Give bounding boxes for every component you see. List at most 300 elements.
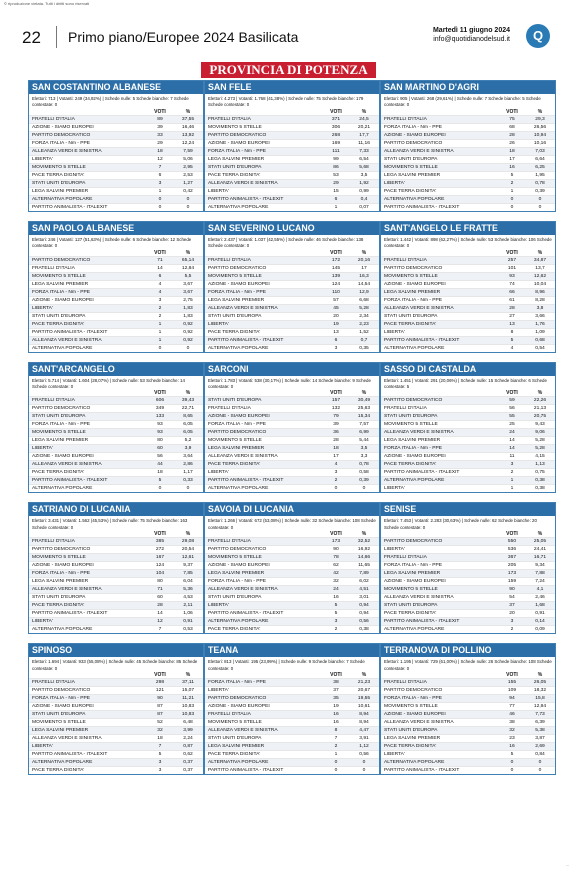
party-percent: 0,38 (349, 626, 379, 634)
party-votes: 3 (323, 618, 349, 626)
table-row (381, 139, 555, 147)
party-percent: 7,24 (525, 578, 555, 586)
table-row (381, 570, 555, 578)
party-name: STATI UNITI D'EUROPA (29, 594, 147, 602)
party-votes: 14 (499, 437, 525, 445)
table-row (29, 264, 203, 272)
party-name: LEGA SALVINI PREMIER (205, 155, 323, 163)
party-votes: 3 (147, 767, 173, 775)
party-votes: 18 (147, 469, 173, 477)
party-percent: 0,94 (349, 602, 379, 610)
table-row (205, 304, 379, 312)
table-row (205, 719, 379, 727)
percent-column-header: % (537, 108, 543, 115)
party-name: PACE TERRA DIGNITA' (205, 328, 323, 336)
party-name: MOVIMENTO 5 STELLE (205, 272, 323, 280)
table-row (205, 445, 379, 453)
party-name: ALLEANZA VERDI E SINISTRA (205, 586, 323, 594)
party-votes: 55 (499, 413, 525, 421)
party-percent: 8,94 (349, 711, 379, 719)
party-votes: 16 (323, 594, 349, 602)
party-votes: 5 (323, 610, 349, 618)
results-table (205, 250, 379, 352)
party-votes: 3 (323, 469, 349, 477)
party-percent: 39,43 (173, 397, 203, 405)
party-votes: 38 (499, 719, 525, 727)
party-name: PARTITO DEMOCRATICO (381, 538, 499, 546)
results-grid (28, 80, 556, 775)
town-turnout-info: Elettori: 1.195 | Votanti: 729 (61,00%) | Schede nulle: 26 Schede bianche: 108 Schede contestate: 0 (384, 659, 552, 671)
table-row (205, 546, 379, 554)
party-votes: 25 (499, 421, 525, 429)
party-votes: 5 (499, 336, 525, 344)
party-votes: 39 (147, 123, 173, 131)
province-banner: PROVINCIA DI POTENZA (201, 62, 376, 78)
party-name: ALTERNATIVA POPOLARE (29, 195, 147, 203)
party-name: STATI UNITI D'EUROPA (29, 711, 147, 719)
party-votes: 5 (499, 171, 525, 179)
table-row (29, 163, 203, 171)
party-name: ALTERNATIVA POPOLARE (381, 195, 499, 203)
table-row (29, 767, 203, 775)
table-row (29, 179, 203, 187)
party-percent: 12,61 (173, 554, 203, 562)
party-name: AZIONE - SIAMO EUROPEI (205, 703, 323, 711)
town-turnout-info: Elettori: 713 | Votanti: 249 (34,92%) | Schede nulle: 5 Schede bianche: 7 Schede contestate: 0 (32, 96, 189, 108)
party-votes: 16 (323, 719, 349, 727)
table-row (205, 554, 379, 562)
party-name: FORZA ITALIA - Nm - PPE (29, 139, 147, 147)
table-row (381, 280, 555, 288)
town-name: SAN COSTANTINO ALBANESE (29, 81, 203, 94)
party-percent: 0,68 (525, 336, 555, 344)
party-votes: 52 (147, 719, 173, 727)
party-votes: 18 (147, 147, 173, 155)
party-name: AZIONE - SIAMO EUROPEI (381, 453, 499, 461)
party-votes: 44 (147, 461, 173, 469)
party-percent: 7,33 (349, 147, 379, 155)
party-name: ALTERNATIVA POPOLARE (381, 759, 499, 767)
party-percent: 11,16 (349, 139, 379, 147)
party-name: LIBERTA' (205, 602, 323, 610)
votes-column-header: VOTI (154, 249, 166, 256)
party-votes: 90 (323, 546, 349, 554)
party-name: PARTITO DEMOCRATICO (381, 139, 499, 147)
table-row (381, 751, 555, 759)
town-name: SARCONI (205, 363, 379, 376)
party-name: ALLEANZA VERDI E SINISTRA (205, 179, 323, 187)
table-row (205, 336, 379, 344)
party-percent: 5,38 (525, 727, 555, 735)
table-row (381, 679, 555, 687)
table-row (381, 421, 555, 429)
table-row (205, 679, 379, 687)
party-votes: 99 (323, 155, 349, 163)
party-percent: 0 (525, 767, 555, 775)
party-name: ALTERNATIVA POPOLARE (205, 485, 323, 493)
table-row (381, 155, 555, 163)
party-name: AZIONE - SIAMO EUROPEI (205, 562, 323, 570)
party-name: STATI UNITI D'EUROPA (205, 163, 323, 171)
party-name: PACE TERRA DIGNITA' (29, 469, 147, 477)
party-percent: 37,11 (173, 679, 203, 687)
party-name: PARTITO ANIMALISTA - ITALEXIT (381, 203, 499, 211)
party-percent: 3,67 (173, 280, 203, 288)
party-name: FORZA ITALIA - Nm - PPE (205, 288, 323, 296)
party-votes: 94 (499, 695, 525, 703)
party-percent: 12,62 (525, 272, 555, 280)
party-percent: 0 (349, 767, 379, 775)
party-name: LEGA SALVINI PREMIER (381, 570, 499, 578)
party-percent: 3,9 (173, 445, 203, 453)
party-votes: 14 (147, 264, 173, 272)
table-row (381, 626, 555, 634)
party-name: AZIONE - SIAMO EUROPEI (205, 139, 323, 147)
party-name: PACE TERRA DIGNITA' (29, 602, 147, 610)
party-percent: 5,06 (173, 155, 203, 163)
results-table (29, 250, 203, 352)
table-row (29, 139, 203, 147)
party-votes: 12 (147, 618, 173, 626)
party-votes: 2 (323, 477, 349, 485)
table-row (381, 147, 555, 155)
town-results-box (204, 362, 380, 494)
table-row (29, 320, 203, 328)
party-percent: 26,05 (525, 679, 555, 687)
party-votes: 0 (499, 195, 525, 203)
table-row (29, 171, 203, 179)
party-name: ALTERNATIVA POPOLARE (205, 618, 323, 626)
table-row (29, 115, 203, 123)
party-votes: 24 (323, 586, 349, 594)
town-turnout-info: Elettori: 1.783 | Votanti: 538 (30,17%) | Schede nulle: 14 Schede bianche: 9 Schede contestate: 0 (208, 377, 371, 390)
page-header (20, 22, 560, 52)
copyright-notice: © riproduzione vietata. Tutti i diritti sono riservati (4, 1, 90, 6)
table-row (381, 437, 555, 445)
party-votes: 16 (499, 163, 525, 171)
page-number: 22 (22, 28, 41, 47)
table-row (29, 626, 203, 634)
party-name: ALLEANZA VERDI E SINISTRA (29, 586, 147, 594)
table-row (381, 618, 555, 626)
party-name: ALLEANZA VERDI E SINISTRA (29, 461, 147, 469)
party-votes: 173 (323, 538, 349, 546)
table-row (381, 703, 555, 711)
table-row (29, 429, 203, 437)
table-row (29, 437, 203, 445)
party-percent: 5,28 (525, 437, 555, 445)
table-row (381, 405, 555, 413)
party-votes: 172 (323, 256, 349, 264)
party-votes: 68 (499, 123, 525, 131)
table-row (29, 594, 203, 602)
party-votes: 1 (499, 485, 525, 493)
town-turnout-info: Elettori: 2.437 | Votanti: 1.037 (42,55%) | Schede nulle: 46 Schede bianche: 138 Schede contestate: 0 (208, 236, 364, 249)
party-percent: 25,05 (525, 538, 555, 546)
town-results-box (380, 221, 556, 353)
party-votes: 87 (147, 703, 173, 711)
results-table (381, 250, 555, 352)
party-votes: 74 (499, 280, 525, 288)
party-percent: 0,7 (349, 336, 379, 344)
table-row (381, 743, 555, 751)
party-votes: 6 (147, 171, 173, 179)
party-votes: 57 (323, 296, 349, 304)
party-name: PARTITO DEMOCRATICO (381, 687, 499, 695)
table-row (29, 304, 203, 312)
table-row (381, 461, 555, 469)
table-row (381, 602, 555, 610)
party-votes: 17 (323, 453, 349, 461)
table-row (29, 344, 203, 352)
party-votes: 5 (147, 751, 173, 759)
percent-column-header: % (361, 531, 367, 538)
party-votes: 32 (499, 727, 525, 735)
party-votes: 3 (323, 344, 349, 352)
table-row (29, 280, 203, 288)
results-table (381, 390, 555, 492)
votes-column-header: VOTI (154, 390, 166, 397)
party-name: LEGA SALVINI PREMIER (381, 288, 499, 296)
table-row (381, 264, 555, 272)
party-name: ALTERNATIVA POPOLARE (205, 344, 323, 352)
town-name: TEANA (205, 644, 379, 657)
party-votes: 0 (499, 203, 525, 211)
party-percent: 6,68 (349, 296, 379, 304)
results-table (29, 531, 203, 633)
party-votes: 0 (499, 767, 525, 775)
table-row (205, 437, 379, 445)
party-name: FRATELLI D'ITALIA (29, 264, 147, 272)
votes-column-header: VOTI (330, 672, 342, 679)
table-row (205, 477, 379, 485)
party-votes: 89 (147, 115, 173, 123)
town-turnout-info: Elettori: 3.431 | Votanti: 1.562 (45,53%) | Schede nulle: 75 Schede bianche: 163 Schede contestate: 0 (32, 518, 188, 530)
table-row (381, 288, 555, 296)
contact-email: info@quotidianodelsud.it (433, 36, 510, 43)
table-row (381, 469, 555, 477)
party-name: PACE TERRA DIGNITA' (29, 320, 147, 328)
party-percent: 8,96 (525, 288, 555, 296)
party-votes: 5 (499, 751, 525, 759)
party-votes: 18 (499, 147, 525, 155)
party-votes: 111 (323, 147, 349, 155)
table-row (381, 320, 555, 328)
party-votes: 6 (147, 272, 173, 280)
table-row (205, 195, 379, 203)
party-votes: 1 (147, 336, 173, 344)
party-votes: 18 (147, 735, 173, 743)
party-percent: 1,68 (525, 602, 555, 610)
party-votes: 53 (323, 171, 349, 179)
party-percent: 6,99 (349, 429, 379, 437)
party-percent: 16,71 (525, 554, 555, 562)
party-percent: 16,92 (349, 546, 379, 554)
table-row (205, 115, 379, 123)
party-percent: 1,83 (173, 304, 203, 312)
party-votes: 80 (147, 437, 173, 445)
party-percent: 22,71 (173, 405, 203, 413)
party-votes: 3 (147, 296, 173, 304)
party-percent: 7,89 (349, 570, 379, 578)
party-name: FRATELLI D'ITALIA (29, 397, 147, 405)
party-percent: 1,09 (525, 328, 555, 336)
party-name: AZIONE - SIAMO EUROPEI (29, 562, 147, 570)
table-row (29, 336, 203, 344)
party-name: FORZA ITALIA - Nm - PPE (29, 570, 147, 578)
party-name: LEGA SALVINI PREMIER (29, 578, 147, 586)
town-results-box (204, 80, 380, 212)
table-row (381, 767, 555, 775)
party-votes: 110 (323, 288, 349, 296)
party-percent: 1,76 (525, 320, 555, 328)
party-votes: 24 (499, 429, 525, 437)
party-percent: 32,52 (349, 538, 379, 546)
table-row (205, 203, 379, 211)
table-row (381, 328, 555, 336)
results-table (205, 390, 379, 492)
party-percent: 0,53 (173, 626, 203, 634)
votes-column-header: VOTI (330, 249, 342, 256)
party-percent: 6,04 (173, 578, 203, 586)
table-row (205, 312, 379, 320)
percent-column-header: % (361, 672, 367, 679)
town-turnout-info: Elettori: 1.694 | Votanti: 933 (55,08%) | Schede nulle: 45 Schede bianche: 85 Schede contestate: 0 (32, 659, 198, 671)
table-row (381, 578, 555, 586)
table-row (205, 711, 379, 719)
party-votes: 4 (147, 288, 173, 296)
party-name: PARTITO ANIMALISTA - ITALEXIT (381, 618, 499, 626)
table-row (381, 413, 555, 421)
party-name: PARTITO ANIMALISTA - ITALEXIT (29, 203, 147, 211)
party-name: PARTITO ANIMALISTA - ITALEXIT (381, 469, 499, 477)
votes-column-header: VOTI (330, 531, 342, 538)
party-votes: 18 (323, 445, 349, 453)
party-votes: 349 (147, 405, 173, 413)
party-votes: 2 (499, 469, 525, 477)
table-row (381, 131, 555, 139)
table-row (381, 687, 555, 695)
party-percent: 20,21 (349, 123, 379, 131)
table-row (205, 602, 379, 610)
party-votes: 14 (147, 610, 173, 618)
table-row (381, 586, 555, 594)
town-name: SAN FELE (205, 81, 379, 94)
party-name: ALLEANZA VERDI E SINISTRA (205, 453, 323, 461)
party-percent: 7,73 (525, 711, 555, 719)
party-name: AZIONE - SIAMO EUROPEI (29, 453, 147, 461)
party-name: FORZA ITALIA - Nm - PPE (205, 421, 323, 429)
party-percent: 0,58 (349, 469, 379, 477)
party-votes: 2 (147, 304, 173, 312)
table-row (205, 296, 379, 304)
party-name: LIBERTA' (381, 179, 499, 187)
party-percent: 0,91 (525, 610, 555, 618)
party-votes: 59 (499, 397, 525, 405)
party-percent: 0,09 (525, 626, 555, 634)
town-results-box (204, 643, 380, 775)
party-name: LIBERTA' (381, 546, 499, 554)
table-row (29, 703, 203, 711)
table-row (29, 602, 203, 610)
table-row (29, 477, 203, 485)
party-name: PARTITO DEMOCRATICO (205, 264, 323, 272)
party-percent: 2,53 (173, 171, 203, 179)
party-percent: 25,63 (349, 405, 379, 413)
party-name: ALTERNATIVA POPOLARE (29, 344, 147, 352)
party-name: LEGA SALVINI PREMIER (381, 437, 499, 445)
town-name: SATRIANO DI LUCANIA (29, 503, 203, 516)
party-percent: 2,24 (173, 735, 203, 743)
town-results-box (204, 221, 380, 353)
party-percent: 0 (173, 485, 203, 493)
table-row (381, 546, 555, 554)
party-name: MOVIMENTO 5 STELLE (205, 123, 323, 131)
table-row (381, 695, 555, 703)
party-votes: 60 (147, 445, 173, 453)
party-votes: 61 (499, 296, 525, 304)
party-percent: 1,83 (173, 312, 203, 320)
percent-column-header: % (185, 249, 191, 256)
party-percent: 0 (525, 203, 555, 211)
table-row (205, 485, 379, 493)
party-name: LEGA SALVINI PREMIER (29, 280, 147, 288)
table-row (29, 586, 203, 594)
party-votes: 145 (323, 264, 349, 272)
votes-column-header: VOTI (506, 249, 518, 256)
town-name: SASSO DI CASTALDA (381, 363, 555, 376)
table-row (29, 131, 203, 139)
percent-column-header: % (537, 390, 543, 397)
party-name: PARTITO ANIMALISTA - ITALEXIT (205, 610, 323, 618)
party-percent: 22,26 (525, 397, 555, 405)
table-row (381, 429, 555, 437)
party-percent: 29,08 (173, 538, 203, 546)
party-votes: 29 (323, 179, 349, 187)
party-percent: 6,64 (525, 155, 555, 163)
party-votes: 15 (323, 187, 349, 195)
table-row (29, 735, 203, 743)
table-row (381, 312, 555, 320)
party-percent: 20,75 (525, 413, 555, 421)
party-percent: 10,83 (173, 703, 203, 711)
party-percent: 3,5 (349, 445, 379, 453)
party-name: ALLEANZA VERDI E SINISTRA (29, 147, 147, 155)
town-results-box (380, 362, 556, 494)
party-percent: 0 (349, 485, 379, 493)
table-row (205, 139, 379, 147)
party-votes: 93 (147, 421, 173, 429)
party-votes: 60 (147, 594, 173, 602)
party-name: PARTITO DEMOCRATICO (381, 264, 499, 272)
table-row (381, 296, 555, 304)
party-percent: 17 (349, 264, 379, 272)
party-votes: 8 (499, 328, 525, 336)
table-row (29, 187, 203, 195)
party-votes: 385 (147, 538, 173, 546)
results-band (28, 502, 556, 634)
table-row (29, 256, 203, 264)
logo-letter: Q (532, 28, 544, 43)
party-name: ALTERNATIVA POPOLARE (381, 626, 499, 634)
party-percent: 3,67 (173, 288, 203, 296)
town-turnout-info: Elettori: 813 | Votanti: 195 (23,99%) | Schede nulle: 9 Schede bianche: 7 Schede contestate: 0 (208, 659, 365, 671)
table-row (381, 554, 555, 562)
party-name: STATI UNITI D'EUROPA (381, 413, 499, 421)
table-row (381, 610, 555, 618)
party-votes: 101 (499, 264, 525, 272)
party-percent: 0,78 (525, 179, 555, 187)
